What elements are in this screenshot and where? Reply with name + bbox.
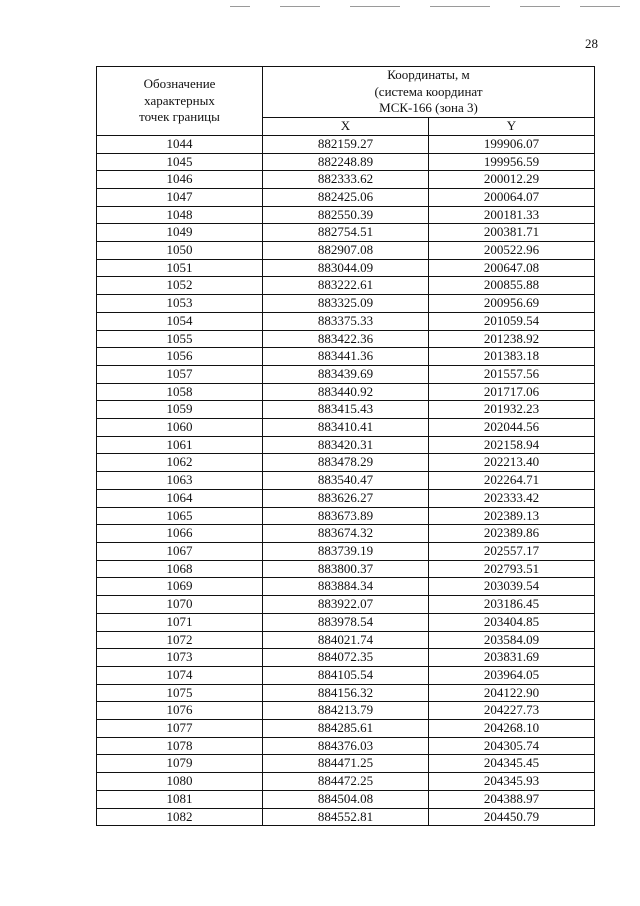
table-row bbox=[97, 613, 595, 631]
table-row bbox=[97, 525, 595, 543]
y-cell: 203186.45 bbox=[429, 596, 595, 614]
x-cell: 884156.32 bbox=[263, 684, 429, 702]
point-cell: 1078 bbox=[97, 737, 263, 755]
x-cell: 884285.61 bbox=[263, 720, 429, 738]
table-row bbox=[97, 507, 595, 525]
x-cell: 883540.47 bbox=[263, 472, 429, 490]
table-row bbox=[97, 684, 595, 702]
y-cell: 203831.69 bbox=[429, 649, 595, 667]
y-cell: 204450.79 bbox=[429, 808, 595, 826]
header-line: Обозначение bbox=[143, 75, 216, 91]
y-cell: 203039.54 bbox=[429, 578, 595, 596]
y-cell: 203584.09 bbox=[429, 631, 595, 649]
point-cell: 1046 bbox=[97, 171, 263, 189]
point-cell: 1060 bbox=[97, 419, 263, 437]
point-cell: 1076 bbox=[97, 702, 263, 720]
point-cell: 1075 bbox=[97, 684, 263, 702]
point-cell: 1054 bbox=[97, 312, 263, 330]
point-cell: 1055 bbox=[97, 330, 263, 348]
point-cell: 1063 bbox=[97, 472, 263, 490]
y-cell: 202793.51 bbox=[429, 560, 595, 578]
y-cell: 201238.92 bbox=[429, 330, 595, 348]
x-cell: 883222.61 bbox=[263, 277, 429, 295]
table-row bbox=[97, 436, 595, 454]
header-line: (система координат bbox=[374, 83, 483, 99]
y-cell: 201059.54 bbox=[429, 312, 595, 330]
table-row bbox=[97, 365, 595, 383]
y-cell: 204122.90 bbox=[429, 684, 595, 702]
x-cell: 883044.09 bbox=[263, 259, 429, 277]
x-cell: 883422.36 bbox=[263, 330, 429, 348]
y-cell: 204345.93 bbox=[429, 773, 595, 791]
y-cell: 200522.96 bbox=[429, 242, 595, 260]
table-row bbox=[97, 489, 595, 507]
x-cell: 883922.07 bbox=[263, 596, 429, 614]
y-cell: 202557.17 bbox=[429, 542, 595, 560]
point-cell: 1077 bbox=[97, 720, 263, 738]
y-cell: 203404.85 bbox=[429, 613, 595, 631]
table-row bbox=[97, 419, 595, 437]
point-cell: 1066 bbox=[97, 525, 263, 543]
x-cell: 883884.34 bbox=[263, 578, 429, 596]
page-top-rule bbox=[230, 6, 620, 8]
x-cell: 884472.25 bbox=[263, 773, 429, 791]
y-cell: 202333.42 bbox=[429, 489, 595, 507]
x-cell: 883439.69 bbox=[263, 365, 429, 383]
y-cell: 202264.71 bbox=[429, 472, 595, 490]
table-row bbox=[97, 649, 595, 667]
y-cell: 204227.73 bbox=[429, 702, 595, 720]
x-cell: 883420.31 bbox=[263, 436, 429, 454]
coordinates-table bbox=[96, 66, 595, 826]
y-cell: 202044.56 bbox=[429, 419, 595, 437]
point-cell: 1056 bbox=[97, 348, 263, 366]
point-cell: 1048 bbox=[97, 206, 263, 224]
point-cell: 1065 bbox=[97, 507, 263, 525]
x-cell: 883441.36 bbox=[263, 348, 429, 366]
point-cell: 1051 bbox=[97, 259, 263, 277]
x-cell: 883440.92 bbox=[263, 383, 429, 401]
point-cell: 1071 bbox=[97, 613, 263, 631]
table-row bbox=[97, 224, 595, 242]
x-cell: 883626.27 bbox=[263, 489, 429, 507]
table-row bbox=[97, 153, 595, 171]
y-cell: 200855.88 bbox=[429, 277, 595, 295]
y-cell: 199956.59 bbox=[429, 153, 595, 171]
point-cell: 1074 bbox=[97, 666, 263, 684]
x-cell: 882248.89 bbox=[263, 153, 429, 171]
point-cell: 1082 bbox=[97, 808, 263, 826]
point-cell: 1049 bbox=[97, 224, 263, 242]
x-cell: 882754.51 bbox=[263, 224, 429, 242]
y-cell: 201557.56 bbox=[429, 365, 595, 383]
table-row bbox=[97, 596, 595, 614]
header-line: Координаты, м bbox=[387, 67, 470, 82]
x-cell: 884504.08 bbox=[263, 790, 429, 808]
point-designation-header bbox=[97, 67, 263, 136]
point-cell: 1053 bbox=[97, 295, 263, 313]
table-row bbox=[97, 383, 595, 401]
table-row bbox=[97, 560, 595, 578]
table-row bbox=[97, 472, 595, 490]
y-cell: 199906.07 bbox=[429, 135, 595, 153]
table-row bbox=[97, 631, 595, 649]
x-cell: 882907.08 bbox=[263, 242, 429, 260]
table-row bbox=[97, 454, 595, 472]
table-row bbox=[97, 755, 595, 773]
x-cell: 883415.43 bbox=[263, 401, 429, 419]
header-line: точек границы bbox=[139, 109, 220, 125]
table-row bbox=[97, 242, 595, 260]
point-cell: 1067 bbox=[97, 542, 263, 560]
y-cell: 200012.29 bbox=[429, 171, 595, 189]
point-cell: 1068 bbox=[97, 560, 263, 578]
x-cell: 883739.19 bbox=[263, 542, 429, 560]
point-cell: 1069 bbox=[97, 578, 263, 596]
point-cell: 1057 bbox=[97, 365, 263, 383]
x-cell: 883478.29 bbox=[263, 454, 429, 472]
x-column-header: X bbox=[263, 118, 429, 136]
x-cell: 882550.39 bbox=[263, 206, 429, 224]
table-row bbox=[97, 135, 595, 153]
coordinates-table-body bbox=[97, 135, 595, 825]
table-row bbox=[97, 808, 595, 826]
x-cell: 884021.74 bbox=[263, 631, 429, 649]
y-cell: 200956.69 bbox=[429, 295, 595, 313]
header-line: характерных bbox=[144, 92, 215, 108]
table-row bbox=[97, 666, 595, 684]
x-cell: 883325.09 bbox=[263, 295, 429, 313]
point-cell: 1073 bbox=[97, 649, 263, 667]
y-cell: 204345.45 bbox=[429, 755, 595, 773]
table-row bbox=[97, 401, 595, 419]
y-cell: 200381.71 bbox=[429, 224, 595, 242]
point-cell: 1044 bbox=[97, 135, 263, 153]
table-row bbox=[97, 330, 595, 348]
y-cell: 201932.23 bbox=[429, 401, 595, 419]
coordinates-header bbox=[263, 67, 595, 118]
table-row bbox=[97, 578, 595, 596]
table-row bbox=[97, 773, 595, 791]
point-cell: 1072 bbox=[97, 631, 263, 649]
point-cell: 1061 bbox=[97, 436, 263, 454]
table-row bbox=[97, 737, 595, 755]
y-cell: 203964.05 bbox=[429, 666, 595, 684]
x-cell: 884552.81 bbox=[263, 808, 429, 826]
page-number: 28 bbox=[585, 36, 598, 51]
table-row bbox=[97, 206, 595, 224]
x-cell: 883375.33 bbox=[263, 312, 429, 330]
x-cell: 883978.54 bbox=[263, 613, 429, 631]
point-cell: 1050 bbox=[97, 242, 263, 260]
y-cell: 201717.06 bbox=[429, 383, 595, 401]
table-row bbox=[97, 542, 595, 560]
table-row bbox=[97, 702, 595, 720]
point-cell: 1070 bbox=[97, 596, 263, 614]
table-row bbox=[97, 171, 595, 189]
table-row bbox=[97, 277, 595, 295]
x-cell: 884376.03 bbox=[263, 737, 429, 755]
point-cell: 1047 bbox=[97, 188, 263, 206]
table-row bbox=[97, 188, 595, 206]
x-cell: 883674.32 bbox=[263, 525, 429, 543]
x-cell: 884471.25 bbox=[263, 755, 429, 773]
table-row bbox=[97, 348, 595, 366]
table-row bbox=[97, 259, 595, 277]
y-cell: 202389.86 bbox=[429, 525, 595, 543]
table-row bbox=[97, 720, 595, 738]
x-cell: 884213.79 bbox=[263, 702, 429, 720]
table-row bbox=[97, 312, 595, 330]
x-cell: 882159.27 bbox=[263, 135, 429, 153]
header-line: МСК-166 (зона 3) bbox=[379, 100, 478, 116]
y-cell: 200181.33 bbox=[429, 206, 595, 224]
x-cell: 882425.06 bbox=[263, 188, 429, 206]
point-cell: 1062 bbox=[97, 454, 263, 472]
point-cell: 1045 bbox=[97, 153, 263, 171]
x-cell: 884072.35 bbox=[263, 649, 429, 667]
y-cell: 204305.74 bbox=[429, 737, 595, 755]
x-cell: 883410.41 bbox=[263, 419, 429, 437]
x-cell: 882333.62 bbox=[263, 171, 429, 189]
table-row bbox=[97, 295, 595, 313]
point-cell: 1052 bbox=[97, 277, 263, 295]
point-cell: 1081 bbox=[97, 790, 263, 808]
y-column-header: Y bbox=[429, 118, 595, 136]
point-cell: 1080 bbox=[97, 773, 263, 791]
point-cell: 1079 bbox=[97, 755, 263, 773]
y-cell: 202213.40 bbox=[429, 454, 595, 472]
y-cell: 204268.10 bbox=[429, 720, 595, 738]
y-cell: 200647.08 bbox=[429, 259, 595, 277]
point-cell: 1064 bbox=[97, 489, 263, 507]
x-cell: 883800.37 bbox=[263, 560, 429, 578]
point-cell: 1059 bbox=[97, 401, 263, 419]
x-cell: 883673.89 bbox=[263, 507, 429, 525]
table-row bbox=[97, 790, 595, 808]
y-cell: 204388.97 bbox=[429, 790, 595, 808]
point-cell: 1058 bbox=[97, 383, 263, 401]
y-cell: 202158.94 bbox=[429, 436, 595, 454]
x-cell: 884105.54 bbox=[263, 666, 429, 684]
y-cell: 201383.18 bbox=[429, 348, 595, 366]
y-cell: 200064.07 bbox=[429, 188, 595, 206]
y-cell: 202389.13 bbox=[429, 507, 595, 525]
